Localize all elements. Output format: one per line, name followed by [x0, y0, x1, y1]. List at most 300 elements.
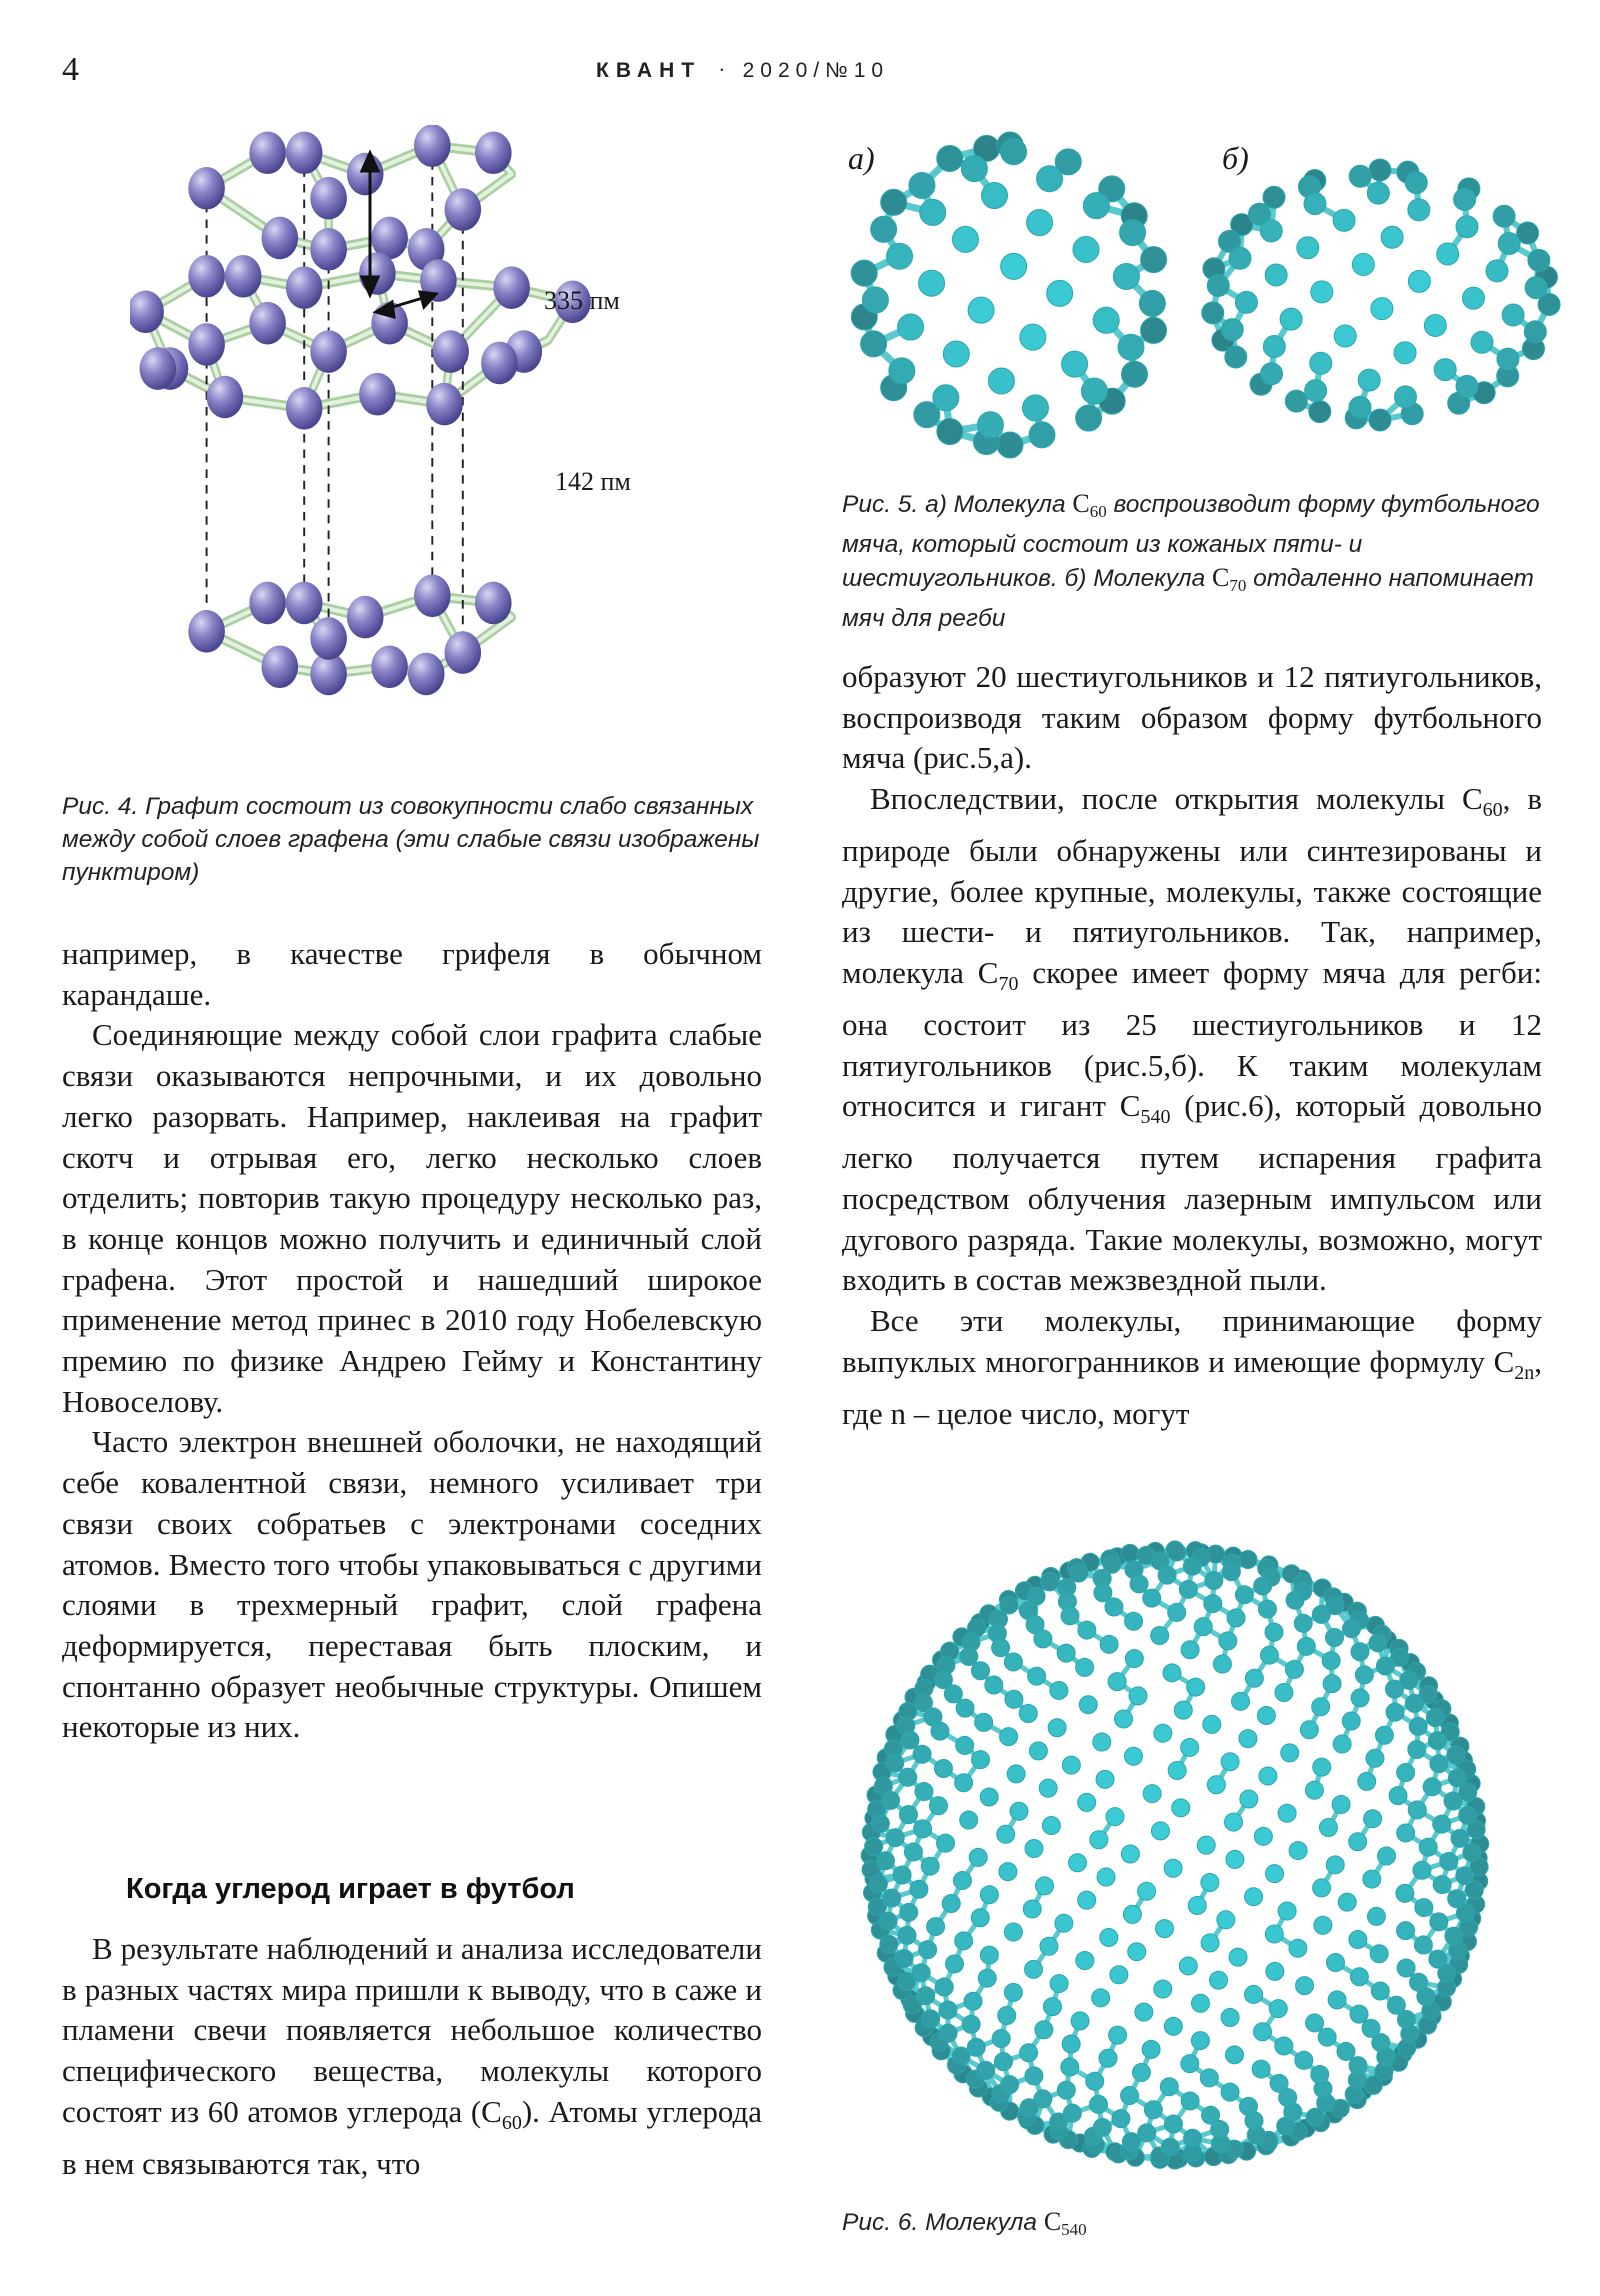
graphite-atom — [475, 582, 512, 625]
fullerene-atom — [1184, 2129, 1202, 2147]
fullerene-atom — [1130, 1575, 1148, 1593]
fullerene-atom — [977, 412, 1003, 438]
fullerene-atom — [1112, 2110, 1130, 2128]
fullerene-atom — [1076, 1952, 1094, 1970]
left-para-4-b: ). Атомы углерода в нем связываются так, что — [62, 2093, 762, 2181]
fullerene-atom — [1229, 247, 1251, 269]
fullerene-atom — [881, 189, 907, 215]
fullerene-atom — [882, 1791, 900, 1809]
fullerene-atom — [1502, 304, 1524, 326]
fullerene-atom — [1005, 1690, 1023, 1708]
right-para-2-c540-sub: 540 — [1140, 1106, 1171, 1129]
fullerene-atom — [861, 331, 887, 357]
fullerene-atom — [1386, 1703, 1404, 1721]
fullerene-atom — [1160, 2078, 1178, 2096]
fullerene-atom — [1245, 1985, 1263, 2003]
fullerene-atom — [1034, 2090, 1052, 2108]
fullerene-atom — [1063, 2104, 1081, 2122]
caption5-part3: отдаленно напоминает мяч для регби — [842, 565, 1534, 632]
graphite-atom — [286, 266, 323, 309]
fullerene-atom — [1415, 1899, 1433, 1917]
fullerene-atom — [1071, 2012, 1089, 2030]
fullerene-atom — [1007, 1765, 1025, 1783]
fullerene-atom — [898, 1926, 916, 1944]
fullerene-atom — [1326, 1856, 1344, 1874]
fullerene-atom — [1265, 1623, 1283, 1641]
figure5-caption — [842, 487, 1542, 635]
fullerene-atom — [1325, 1629, 1343, 1647]
fullerene-atom — [1281, 1744, 1299, 1762]
fullerene-atom — [1143, 1589, 1161, 1607]
fullerene-atom — [1106, 1808, 1124, 1826]
fullerene-atom — [1263, 335, 1285, 357]
fullerene-atom — [992, 2030, 1010, 2048]
fullerene-atom — [919, 270, 945, 296]
interlayer-distance-label: 335 пм — [544, 286, 620, 315]
fullerene-atom — [880, 1935, 898, 1953]
fullerene-atom — [1120, 220, 1146, 246]
fullerene-atom — [1260, 220, 1282, 242]
fullerene-atom — [1471, 331, 1493, 353]
graphite-atom — [310, 177, 347, 220]
fullerene-atom — [1454, 188, 1476, 210]
fullerene-atom — [1376, 1657, 1394, 1675]
fullerene-atom — [1197, 1836, 1215, 1854]
figure-graphite — [130, 125, 690, 755]
right-para-3 — [842, 1301, 1542, 1434]
fullerene-atom — [1459, 1806, 1477, 1824]
fullerene-atom — [1275, 2037, 1293, 2055]
fullerene-atom — [1207, 1776, 1225, 1794]
fullerene-atom — [1062, 351, 1088, 377]
fullerene-atom — [952, 226, 978, 252]
fullerene-atom — [1265, 1925, 1283, 1943]
caption5-c70: C — [1212, 563, 1230, 592]
fullerene-atom — [922, 2010, 940, 2028]
fullerene-atom — [1129, 1687, 1147, 1705]
fullerene-atom — [1083, 193, 1109, 219]
fullerene-atom — [1408, 1740, 1426, 1758]
fullerene-atom — [1086, 2072, 1104, 2090]
fullerene-atom — [883, 1889, 901, 1907]
bond-length-label: 142 пм — [555, 467, 631, 496]
graphite-atom — [414, 125, 451, 167]
fullerene-atom — [1286, 1591, 1304, 1609]
left-column — [62, 934, 762, 1748]
graphite-atoms — [130, 125, 591, 695]
fullerene-atom — [1205, 1572, 1223, 1590]
fullerene-atom — [1524, 321, 1546, 343]
fullerene-atom — [968, 297, 994, 323]
fullerene-atom — [1062, 1756, 1080, 1774]
graphite-atom — [445, 631, 482, 674]
fullerene-atom — [887, 243, 913, 269]
fullerene-atom — [1451, 1829, 1469, 1847]
fullerene-atom — [939, 2001, 957, 2019]
fullerene-atom — [1164, 2115, 1182, 2133]
fullerene-atom — [1020, 324, 1046, 350]
right-para-2-b: , в природе были обнаружены или синтезированы и другие, более крупные, молекулы, также состоящие из шести- и пятиугольников. Так, например, молекула — [842, 781, 1542, 991]
fullerene-atom — [1179, 1957, 1197, 1975]
fullerene-atom — [1408, 1801, 1426, 1819]
fullerene-atom — [934, 1759, 952, 1777]
fullerene-atom — [913, 1745, 931, 1763]
fullerene-atom — [1278, 1804, 1296, 1822]
graphite-atom — [359, 252, 396, 295]
fullerene-atom — [1397, 1824, 1415, 1842]
fullerene-atom — [1025, 2067, 1043, 2085]
right-para-2-c60: C — [1461, 781, 1483, 817]
fullerene-atom — [1115, 1710, 1133, 1728]
fullerene-atom — [1254, 1577, 1272, 1595]
fullerene-atom — [1363, 1870, 1381, 1888]
right-para-1: образуют 20 шестиугольников и 12 пятиугольников, воспроизводя таким образом форму футбольного мяча (рис.5,а). — [842, 659, 1542, 776]
fullerene-atom — [1419, 1838, 1437, 1856]
fullerene-atom — [943, 341, 969, 367]
fullerene-atom — [980, 1946, 998, 1964]
fullerene-atom — [1254, 2023, 1272, 2041]
right-para-2-c: скорее имеет форму мяча для регби: она состоит из 25 шестиугольников и 12 пятиугольников (рис.5,б). К таким молекулам относится и гигант — [842, 955, 1542, 1124]
fullerene-atom — [1121, 2087, 1139, 2105]
fullerene-atom — [1110, 1966, 1128, 1984]
fullerene-atom — [972, 1751, 990, 1769]
fullerene-atom — [1181, 2092, 1199, 2110]
fullerene-atom — [1144, 2101, 1162, 2119]
fullerene-atom — [927, 1918, 945, 1936]
fullerene-atom — [1397, 1764, 1415, 1782]
fullerene-atom — [1161, 2138, 1179, 2156]
fullerene-atom — [1493, 205, 1515, 227]
fullerene-atom — [1138, 2124, 1156, 2142]
graphite-atom — [225, 255, 262, 298]
fullerene-atom — [1239, 1730, 1257, 1748]
fullerene-atom — [1222, 1563, 1240, 1581]
fullerene-atom — [933, 385, 959, 411]
fullerene-atom — [1349, 165, 1371, 187]
fullerene-atom — [1090, 2095, 1108, 2113]
fullerene-atom — [1036, 1877, 1054, 1895]
fullerene-atom — [1097, 1868, 1115, 1886]
fullerene-atom — [1445, 1927, 1463, 1945]
fullerene-atom — [1020, 2044, 1038, 2062]
fullerene-atom — [1387, 1996, 1405, 2014]
fullerene-atom — [1409, 1717, 1427, 1735]
left-column-bottom — [62, 1929, 762, 2184]
fullerene-atom — [1314, 1916, 1332, 1934]
fullerene-atom — [1448, 1890, 1466, 1908]
fullerene-atom — [1333, 209, 1355, 231]
fullerene-atom — [1221, 2009, 1239, 2027]
fullerene-atom — [1028, 1667, 1046, 1685]
fullerene-atom — [1155, 1920, 1173, 1938]
fullerene-atom — [1349, 396, 1371, 418]
fullerene-atom — [992, 1639, 1010, 1657]
right-column — [842, 657, 1542, 1434]
fullerene-atom — [975, 1713, 993, 1731]
fullerene-atom — [997, 432, 1023, 458]
fullerene-atom — [1191, 1994, 1209, 2012]
fullerene-atom — [917, 1987, 935, 2005]
fullerene-atom — [1181, 2055, 1199, 2073]
fullerene-atom — [1366, 1749, 1384, 1767]
fullerene-atom — [1447, 1746, 1465, 1764]
fullerene-atom — [1100, 1928, 1118, 1946]
graphite-atom — [371, 646, 408, 689]
fullerene-atom — [1027, 210, 1053, 236]
fullerene-atom — [1332, 1795, 1350, 1813]
fullerene-atom — [1389, 1787, 1407, 1805]
graphite-atom — [347, 153, 384, 196]
fullerene-atom — [1164, 1859, 1182, 1877]
fullerene-atom — [1070, 1564, 1088, 1582]
fullerene-atom — [1132, 2063, 1150, 2081]
fullerene-atom — [1311, 281, 1333, 303]
fullerene-atom — [1001, 2076, 1019, 2094]
left-para-4-a: В результате наблюдений и анализа исследователи в разных частях мира пришли к выводу, что в саже и пламени свечи появляется небольшое количество специфического вещества, молекулы которого состоят из 60 атомов углерода ( — [62, 1931, 762, 2129]
running-header — [596, 54, 889, 87]
graphite-atom — [426, 383, 463, 426]
fullerene-atom — [977, 2061, 995, 2079]
graphite-atom — [286, 582, 323, 625]
fullerene-atom — [1061, 1607, 1079, 1625]
fullerene-atom — [1201, 1934, 1219, 1952]
figure4-caption: Рис. 4. Графит состоит из совокупности слабо связанных между собой слоев графена (эти слабые связи изображены пунктиром) — [62, 793, 760, 886]
fullerene-atom — [1322, 1652, 1340, 1670]
fullerene-atom — [1164, 2017, 1182, 2035]
fullerene-atom — [1358, 369, 1380, 391]
fullerene-atom — [1217, 1911, 1235, 1929]
left-para-4-c: C — [481, 2093, 502, 2129]
header-separator: · — [718, 58, 726, 82]
right-para-2-c70-sub: 70 — [998, 973, 1019, 996]
figure5-label-b: б) — [1222, 140, 1249, 176]
fullerene-atom — [865, 1838, 883, 1856]
fullerene-atom — [935, 1978, 953, 1996]
fullerene-atom — [1280, 308, 1302, 330]
fullerene-atom — [1232, 1692, 1250, 1710]
fullerene-atom — [1194, 1618, 1212, 1636]
fullerene-atom — [1168, 1603, 1186, 1621]
right-para-3-sub: 2n — [1514, 1362, 1535, 1384]
fullerene-atom — [899, 1806, 917, 1824]
fullerene-atom — [1297, 237, 1319, 259]
fullerene-atom — [1259, 1767, 1277, 1785]
fullerene-atom — [1078, 1621, 1096, 1639]
fullerene-atom — [1342, 1712, 1360, 1730]
fullerene-atom — [1019, 1705, 1037, 1723]
right-para-2 — [842, 779, 1542, 1301]
fullerene-atom — [1254, 1827, 1272, 1845]
magazine-title: КВАНТ — [596, 59, 702, 82]
graphite-atom — [249, 302, 286, 345]
fullerene-atom — [1025, 1840, 1043, 1858]
fullerene-atom — [1456, 1867, 1474, 1885]
fullerene-atom — [1142, 2040, 1160, 2058]
fullerene-atom — [1221, 2083, 1239, 2101]
fullerene-atom — [1105, 1598, 1123, 1616]
fullerene-atom — [956, 1736, 974, 1754]
fullerene-atom — [1333, 1735, 1351, 1753]
fullerene-atom — [1207, 275, 1229, 297]
fullerene-atom — [1225, 1813, 1243, 1831]
fullerene-atom — [1258, 1600, 1276, 1618]
graphite-atom — [188, 610, 225, 653]
right-para-2-c70: C — [977, 955, 999, 991]
fullerene-atom — [1448, 1769, 1466, 1787]
right-para-3-b: , где n – целое число, могут — [842, 1343, 1542, 1431]
graphite-atom — [188, 167, 225, 210]
fullerene-atom — [1364, 1810, 1382, 1828]
fullerene-atom — [904, 1843, 922, 1861]
fullerene-atom — [1297, 1637, 1315, 1655]
fullerene-atom — [1269, 2000, 1287, 2018]
fullerene-atom — [946, 1955, 964, 1973]
fullerene-atom — [980, 1788, 998, 1806]
fullerene-atom — [886, 1829, 904, 1847]
fullerene-atom — [939, 2024, 957, 2042]
fullerene-atom — [978, 1969, 996, 1987]
fullerene-atom — [1323, 1675, 1341, 1693]
fullerene-atom — [1039, 1779, 1057, 1797]
fullerene-atom — [1378, 1847, 1396, 1865]
fullerene-atom — [1337, 2042, 1355, 2060]
fullerene-atom — [1168, 1762, 1186, 1780]
fullerene-atom — [1050, 1681, 1068, 1699]
fullerene-atom — [1100, 1635, 1118, 1653]
fullerene-atom — [1266, 1962, 1284, 1980]
fullerene-atom — [1371, 298, 1393, 320]
left-para-3: Часто электрон внешней оболочки, не находящий себе ковалентной связи, немного усиливает три связи своих собратьев с электронами соседних атомов. Вместо того чтобы упаковываться с другими слоями в трехмерный графит, слой графена деформируется, переставая быть плоским, и спонтанно образует необычные структуры. Опишем некоторые из них. — [62, 1424, 762, 1745]
fullerene-atom — [1278, 1902, 1296, 1920]
fullerene-atom — [1219, 1632, 1237, 1650]
fullerene-atom — [879, 1912, 897, 1930]
issue-number: 2020/№10 — [742, 59, 890, 82]
fullerene-atom — [1201, 1873, 1219, 1891]
fullerene-atom — [1349, 1930, 1367, 1948]
fullerene-atom — [1183, 1557, 1201, 1575]
fullerene-atom — [953, 1871, 971, 1889]
fullerene-atom — [1289, 1939, 1307, 1957]
graphite-atom — [310, 330, 347, 373]
fullerene-atom — [1305, 380, 1327, 402]
fullerene-atom — [1397, 1959, 1415, 1977]
fullerene-atom — [912, 1964, 930, 1982]
fullerene-atom — [1113, 263, 1139, 289]
fullerene-atom — [944, 1685, 962, 1703]
figure-c60 — [840, 130, 1180, 460]
fullerene-atom — [1430, 1913, 1448, 1931]
fullerene-atom — [1362, 2019, 1380, 2037]
fullerene-atom — [1433, 1876, 1451, 1894]
fullerene-atom — [1394, 386, 1416, 408]
fullerene-atom — [1050, 1975, 1068, 1993]
fullerene-atom — [1239, 2097, 1257, 2115]
fullerene-atom — [1312, 1605, 1330, 1623]
fullerene-atom — [1369, 1634, 1387, 1652]
fullerene-atom — [1413, 1861, 1431, 1879]
right-para-2-c540: C — [1119, 1088, 1141, 1124]
fullerene-atom — [937, 1834, 955, 1852]
fullerene-atom — [1174, 1701, 1192, 1719]
graphite-atom — [310, 617, 347, 660]
fullerene-atom — [1135, 2003, 1153, 2021]
fullerene-atom — [1434, 359, 1456, 381]
fullerene-atom — [871, 216, 897, 242]
fullerene-atom — [1138, 1882, 1156, 1900]
right-para-3-a: Все эти молекулы, принимающие форму выпуклых многогранников и имеющие формулу — [842, 1303, 1542, 1379]
fullerene-atom — [1414, 1936, 1432, 1954]
fullerene-atom — [1410, 1973, 1428, 1991]
fullerene-atom — [955, 1932, 973, 1950]
fullerene-atom — [1143, 1785, 1161, 1803]
graphite-atom — [408, 653, 445, 696]
fullerene-atom — [1352, 254, 1374, 276]
fullerene-atom — [1313, 1758, 1331, 1776]
graphite-atom — [130, 291, 164, 334]
graphite-atom — [359, 373, 396, 416]
fullerene-atom — [1023, 395, 1049, 421]
fullerene-atom — [1213, 1655, 1231, 1673]
fullerene-atom — [1456, 216, 1478, 238]
left-para-2: Соединяющие между собой слои графита слабые связи оказываются непрочными, и их довольно легко разорвать. Например, наклеивая на графит скотч и отрывая его, легко несколько слоев отделить; повторив такую процедуру несколько раз, в конце концов можно получить и единичный слой графена. Этот простой и нашедший широкое применение метод принес в 2010 году Нобелевскую премию по физике Андрею Гейму и Константину Новоселову. — [62, 1017, 762, 1419]
fullerene-atom — [1057, 1644, 1075, 1662]
fullerene-atom — [1304, 193, 1326, 215]
fullerene-atom — [1139, 290, 1165, 316]
fullerene-atom — [1497, 348, 1519, 370]
fullerene-atom — [851, 260, 877, 286]
fullerene-atom — [1327, 1954, 1345, 1972]
fullerene-atom — [1203, 1715, 1221, 1733]
fullerene-atom — [1078, 1891, 1096, 1909]
right-para-2-c60-sub: 60 — [1482, 799, 1503, 822]
caption6-text: Рис. 6. Молекула — [842, 2209, 1044, 2236]
fullerene-atom — [1057, 2081, 1075, 2099]
fullerene-atom — [1154, 1724, 1172, 1742]
fullerene-atom — [1462, 287, 1484, 309]
fullerene-atom — [1245, 1888, 1263, 1906]
fullerene-atom — [915, 1783, 933, 1801]
fullerene-atom — [1023, 1900, 1041, 1918]
fullerene-atom — [909, 172, 935, 198]
fullerene-atom — [1334, 325, 1356, 347]
fullerene-atom — [1456, 375, 1478, 397]
fullerene-atom — [1076, 1658, 1094, 1676]
fullerene-atom — [1081, 378, 1107, 404]
fullerene-atom — [1125, 1650, 1143, 1668]
figure6-caption — [842, 2205, 1342, 2246]
fullerene-atom — [869, 1875, 887, 1893]
graphite-atom — [475, 131, 512, 174]
fullerene-atom — [1260, 1646, 1278, 1664]
fullerene-atom — [1187, 1678, 1205, 1696]
graphite-atom — [207, 376, 244, 419]
caption5-c70-sub: 70 — [1229, 576, 1247, 595]
fullerene-atom — [1168, 1543, 1186, 1561]
fullerene-atom — [937, 419, 963, 445]
fullerene-atom — [1397, 1922, 1415, 1940]
fullerene-atom — [1428, 1732, 1446, 1750]
fullerene-atom — [871, 1814, 889, 1832]
fullerene-atom — [967, 2038, 985, 2056]
fullerene-atom — [1227, 1609, 1245, 1627]
fullerene-atom — [1181, 1738, 1199, 1756]
left-para-4-sub: 60 — [501, 2112, 522, 2134]
fullerene-atom — [1319, 1819, 1337, 1837]
fullerene-atom — [1037, 166, 1063, 192]
fullerene-atom — [1408, 199, 1430, 221]
figure-c70 — [1195, 150, 1565, 440]
fullerene-atom — [920, 199, 946, 225]
